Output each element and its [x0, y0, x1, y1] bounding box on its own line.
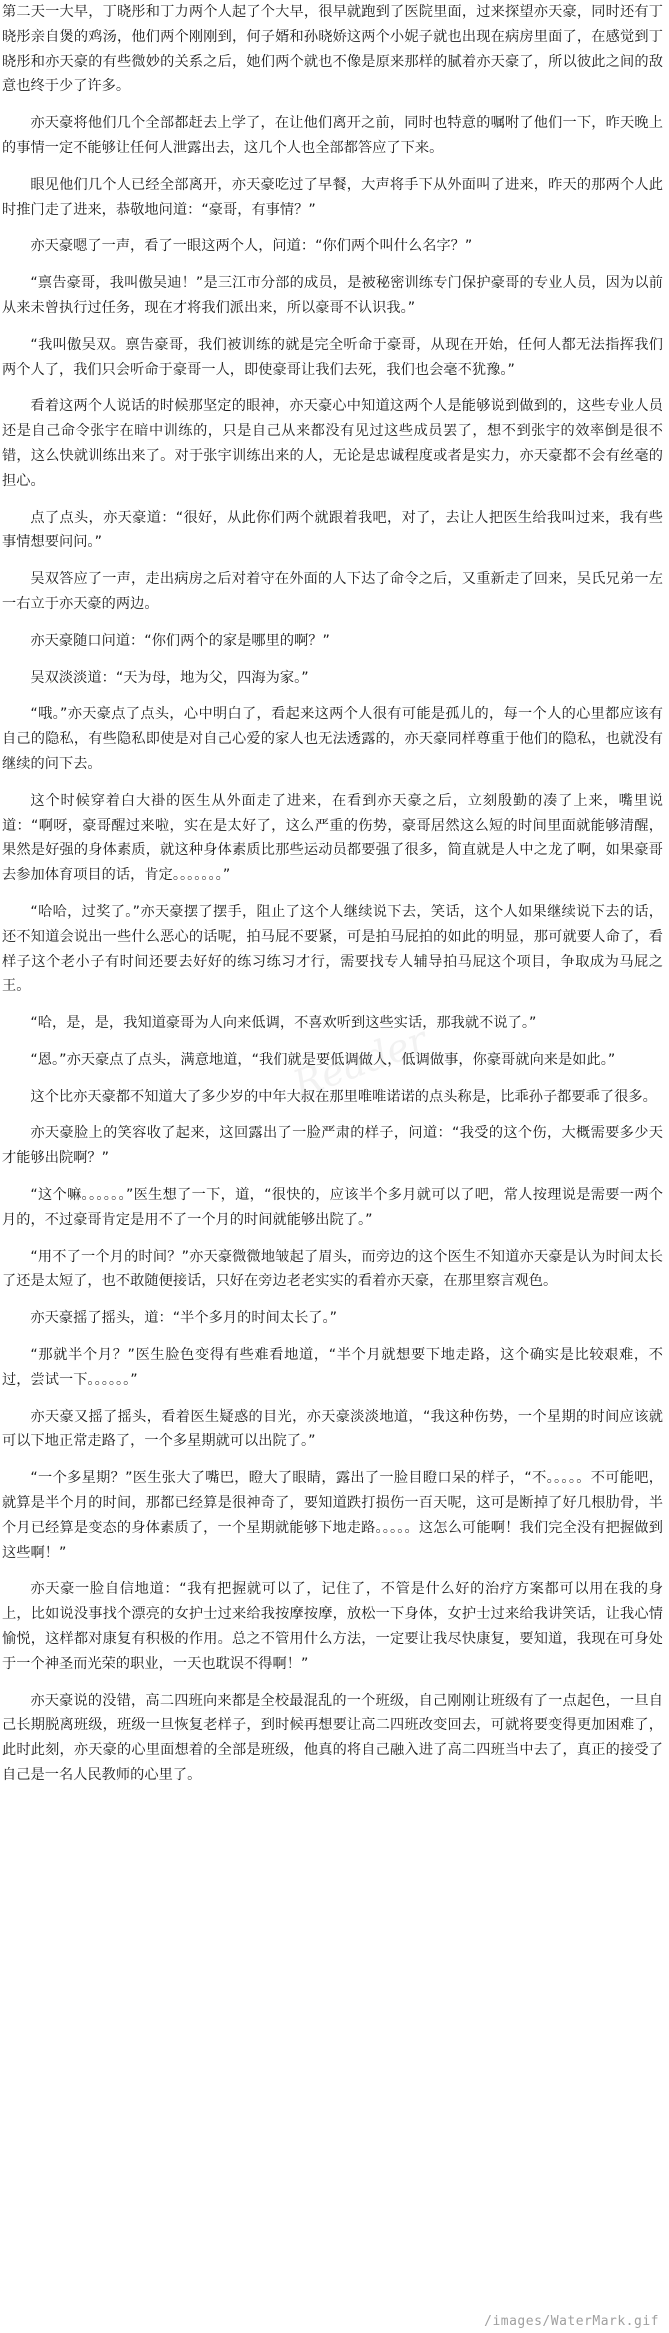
- paragraph: “哈，是，是，我知道豪哥为人向来低调，不喜欢听到这些实话，那我就不说了。”: [30, 1015, 537, 1032]
- paragraph: 吴双淡淡道：“天为母，地为父，四海为家。”: [30, 669, 309, 686]
- paragraph: 点了点头，亦天豪道：“很好，从此你们两个就跟着我吧，对了，去让人把医生给我叫过来，我有些事情想要问问。”: [2, 509, 663, 551]
- paragraph: 亦天豪摇了摇头，道：“半个多月的时间太长了。”: [30, 1310, 338, 1327]
- paragraph: “禀告豪哥，我叫傲吴迪！”是三江市分部的成员，是被秘密训练专门保护豪哥的专业人员，因为以前从来未曾执行过任务，现在才将我们派出来，所以豪哥不认识我。”: [2, 275, 663, 316]
- paragraph: 第二天一大早，丁晓彤和丁力两个人起了个大早，很早就跑到了医院里面，过来探望亦天豪，同时还有丁晓彤亲自煲的鸡汤，他们两个刚刚到，何子婿和孙晓娇这两个小妮子就也出现在病房里面了，在感觉到丁晓彤和亦天豪的有些微妙的关系之后，她们两个就也不像是原来那样的腻着亦天豪了，所以彼此之间的敌意也终于少了许多。: [2, 4, 663, 95]
- paragraph: 眼见他们几个人已经全部离开，亦天豪吃过了早餐，大声将手下从外面叫了进来，昨天的那两个人此时推门走了进来，恭敬地问道：“豪哥，有事情？”: [2, 176, 663, 218]
- paragraph: 亦天豪说的没错，高二四班向来都是全校最混乱的一个班级，自己刚刚让班级有了一点起色，一旦自己长期脱离班级，班级一旦恢复老样子，到时候再想要让高二四班改变回去，可就将要变得更加困难了，此时此刻，亦天豪的心里面想着的全部是班级，他真的将自己融入进了高二四班当中去了，真正的接受了自己是一名人民教师的心里了。: [2, 1692, 663, 1784]
- paragraph: “哈哈，过奖了。”亦天豪摆了摆手，阻止了这个人继续说下去，笑话，这个人如果继续说下去的话，还不知道会说出一些什么恶心的话呢，拍马屁不要紧，可是拍马屁拍的如此的明显，那可就要人命了，看样子这个老小子有时间还要去好好的练习练习才行，需要找专人辅导拍马屁这个项目，争取成为马屁之王。: [2, 903, 663, 995]
- paragraph: “这个嘛。。。。。。”医生想了一下，道，“很快的，应该半个多月就可以了吧，常人按理说是需要一两个月的，不过豪哥肯定是用不了一个月的时间就能够出院了。”: [2, 1187, 663, 1228]
- paragraph: 亦天豪嗯了一声，看了一眼这两个人，问道：“你们两个叫什么名字？”: [30, 238, 473, 255]
- paragraph: “用不了一个月的时间？”亦天豪微微地皱起了眉头，而旁边的这个医生不知道亦天豪是认为时间太长了还是太短了，也不敢随便接话，只好在旁边老老实实的看着亦天豪，在那里察言观色。: [2, 1248, 663, 1290]
- paragraph: 这个比亦天豪都不知道大了多少岁的中年大叔在那里唯唯诺诺的点头称是，比乖孙子都要乖了很多。: [30, 1088, 657, 1105]
- paragraph: “恩。”亦天豪点了点头，满意地道，“我们就是要低调做人，低调做事，你豪哥就向来是如此。”: [30, 1051, 616, 1068]
- paragraph: 看着这两个人说话的时候那坚定的眼神，亦天豪心中知道这两个人是能够说到做到的，这些专业人员还是自己命令张宇在暗中训练的，只是自己从来都没有见过这些成员罢了，想不到张宇的效率倒是很不错，这么快就训练出来了。对于张宇训练出来的人，无论是忠诚程度或者是实力，亦天豪都不会有丝毫的担心。: [2, 398, 663, 489]
- paragraph: “我叫傲吴双。禀告豪哥，我们被训练的就是完全听命于豪哥，从现在开始，任何人都无法指挥我们两个人了，我们只会听命于豪哥一人，即使豪哥让我们去死，我们也会毫不犹豫。”: [2, 336, 663, 378]
- paragraph: “哦。”亦天豪点了点头，心中明白了，看起来这两个人很有可能是孤儿的，每一个人的心里都应该有自己的隐私，有些隐私即使是对自己心爱的家人也无法透露的，亦天豪同样尊重于他们的隐私，也就没有继续的问下去。: [2, 706, 663, 772]
- paragraph: 亦天豪脸上的笑容收了起来，这回露出了一脸严肃的样子，问道：“我受的这个伤，大概需要多少天才能够出院啊？”: [2, 1125, 663, 1167]
- paragraph: 这个时候穿着白大褂的医生从外面走了进来，在看到亦天豪之后，立刻殷勤的凑了上来，嘴里说道：“啊呀，豪哥醒过来啦，实在是太好了，这么严重的伤势，豪哥居然这么短的时间里面就能够清醒，果然是好强的身体素质，就这种身体素质比那些运动员都要强了很多，简直就是人中之龙了啊，如果豪哥去参加体育项目的话，肯定。。。。。。。”: [2, 792, 663, 884]
- paragraph: 亦天豪一脸自信地道：“我有把握就可以了，记住了，不管是什么好的治疗方案都可以用在我的身上，比如说没事找个漂亮的女护士过来给我按摩按摩，放松一下身体，女护士过来给我讲笑话，让我心情愉悦，这样都对康复有积极的作用。总之不管用什么方法，一定要让我尽快康复，要知道，我现在可身处于一个神圣而光荣的职业，一天也耽误不得啊！”: [2, 1581, 663, 1672]
- paragraph: “一个多星期？”医生张大了嘴巴，瞪大了眼睛，露出了一脸目瞪口呆的样子，“不。。。。。不可能吧，就算是半个月的时间，那都已经算是很神奇了，要知道跌打损伤一百天呢，这可是断掉了好几根肋骨，半个月已经算是变态的身体素质了，一个星期就能够下地走路。。。。。这怎么可能啊！我们完全没有把握做到这些啊！”: [2, 1470, 663, 1561]
- paragraph: 吴双答应了一声，走出病房之后对着守在外面的人下达了命令之后，又重新走了回来，吴氏兄弟一左一右立于亦天豪的两边。: [2, 571, 663, 612]
- paragraph: 亦天豪随口问道：“你们两个的家是哪里的啊？”: [30, 632, 330, 649]
- paragraph: 亦天豪又摇了摇头，看着医生疑惑的目光，亦天豪淡淡地道，“我这种伤势，一个星期的时间应该就可以下地正常走路了，一个多星期就可以出院了。”: [2, 1408, 663, 1450]
- watermark-image-path: /images/WaterMark.gif: [484, 2314, 659, 2329]
- watermark-logo: Reader: [287, 1017, 433, 1107]
- paragraph: 亦天豪将他们几个全部都赶去上学了，在让他们离开之前，同时也特意的嘱咐了他们一下，昨天晚上的事情一定不能够让任何人泄露出去，这几个人也全部都答应了下来。: [2, 115, 663, 156]
- paragraph: “那就半个月？”医生脸色变得有些难看地道，“半个月就想要下地走路，这个确实是比较艰难，不过，尝试一下。。。。。。”: [2, 1347, 663, 1388]
